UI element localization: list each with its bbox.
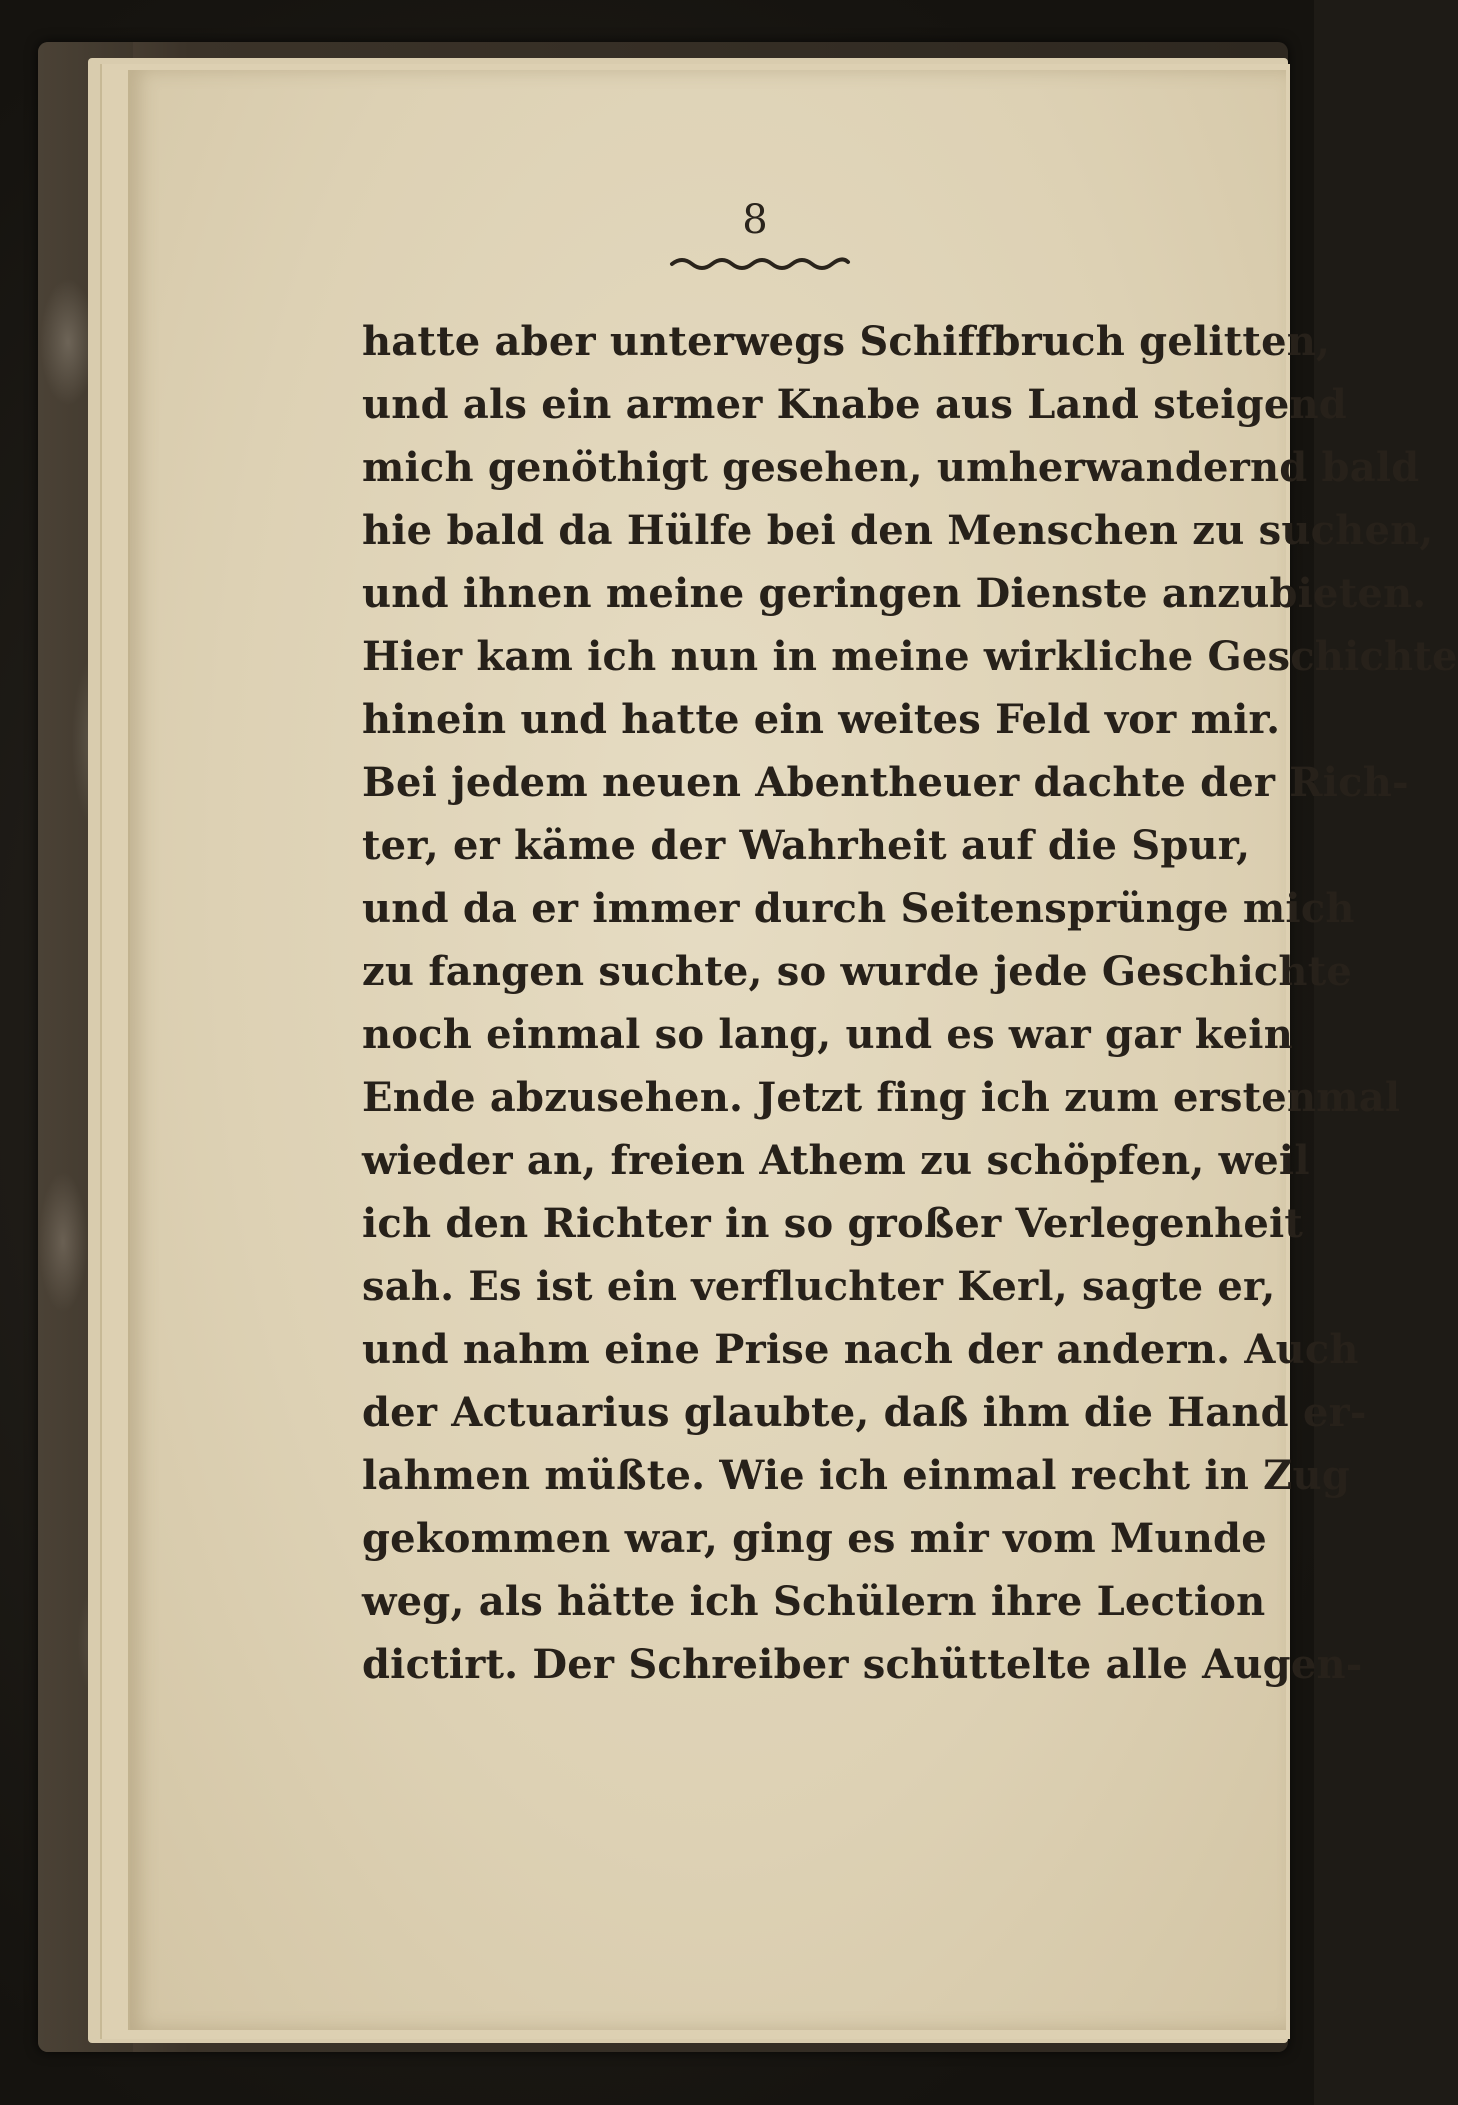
text-line: und ihnen meine geringen Dienste anzubieten.: [362, 570, 1427, 617]
text-line: Hier kam ich nun in meine wirkliche Geschichte: [362, 633, 1458, 680]
wave-ornament-icon: [670, 252, 850, 272]
text-line: mich genöthigt gesehen, umherwandernd bald: [362, 444, 1420, 491]
text-line: zu fangen suchte, so wurde jede Geschichte: [362, 948, 1353, 995]
text-line: sah. Es ist ein verfluchter Kerl, sagte er,: [362, 1263, 1276, 1310]
text-line: noch einmal so lang, und es war gar kein: [362, 1011, 1293, 1058]
text-line: hatte aber unterwegs Schiffbruch gelitten,: [362, 318, 1331, 365]
text-line: ich den Richter in so großer Verlegenheit: [362, 1200, 1304, 1247]
text-line: Bei jedem neuen Abentheuer dachte der Rich-: [362, 759, 1409, 806]
text-line: und als ein armer Knabe aus Land steigend: [362, 381, 1347, 428]
text-line: hinein und hatte ein weites Feld vor mir.: [362, 696, 1281, 743]
text-line: wieder an, freien Athem zu schöpfen, weil: [362, 1137, 1310, 1184]
text-line: gekommen war, ging es mir vom Munde: [362, 1515, 1267, 1562]
text-line: lahmen müßte. Wie ich einmal recht in Zug: [362, 1452, 1351, 1499]
page-number: 8: [742, 197, 768, 243]
text-line: der Actuarius glaubte, daß ihm die Hand er-: [362, 1389, 1367, 1436]
body-text: [362, 310, 1458, 1696]
text-line: hie bald da Hülfe bei den Menschen zu suchen,: [362, 507, 1434, 554]
text-line: Ende abzusehen. Jetzt fing ich zum erstenmal: [362, 1074, 1401, 1121]
text-line: weg, als hätte ich Schülern ihre Lection: [362, 1578, 1266, 1625]
text-line: ter, er käme der Wahrheit auf die Spur,: [362, 822, 1251, 869]
text-line: und nahm eine Prise nach der andern. Auch: [362, 1326, 1359, 1373]
text-line: und da er immer durch Seitensprünge mich: [362, 885, 1355, 932]
text-line: dictirt. Der Schreiber schüttelte alle Augen-: [362, 1641, 1363, 1688]
